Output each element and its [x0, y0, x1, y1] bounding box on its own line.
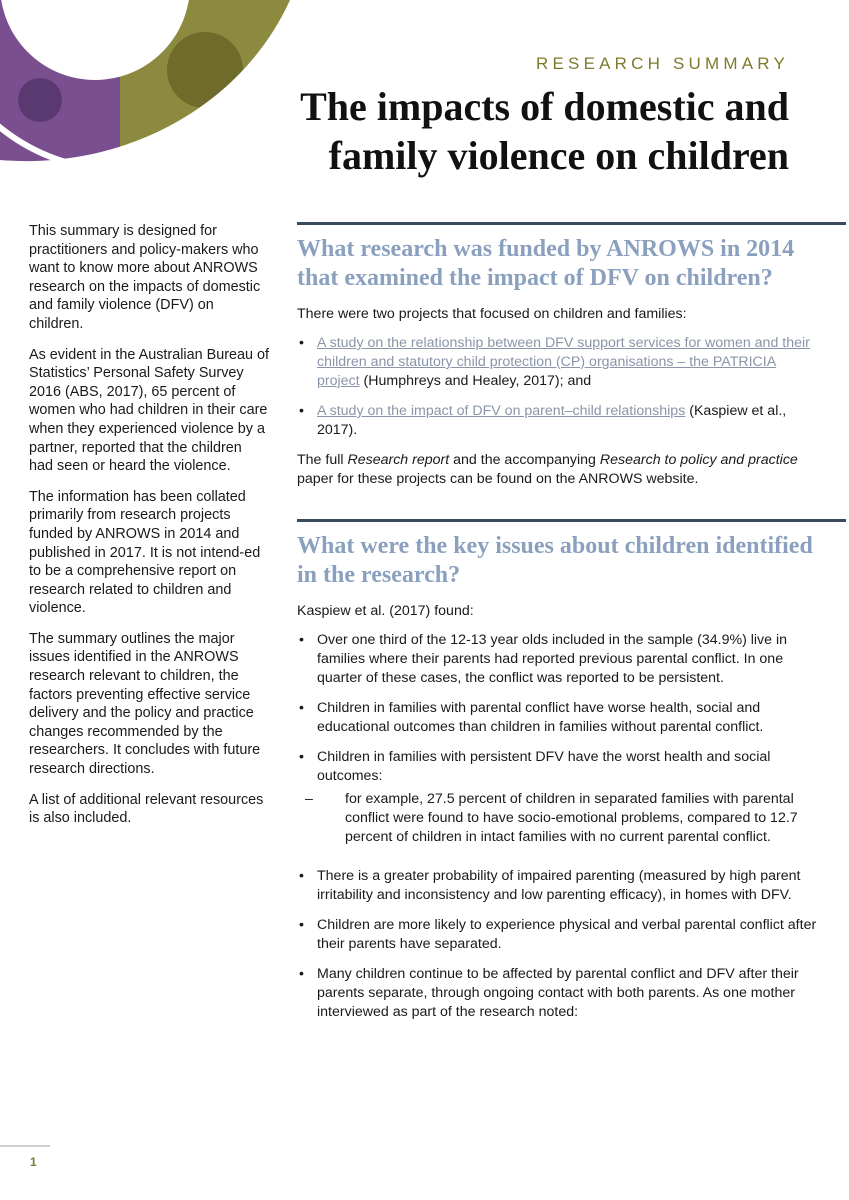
sidebar-paragraph: A list of additional relevant resources is also included.	[29, 791, 264, 827]
citation-text: (Humphreys and Healey, 2017); and	[359, 373, 592, 389]
list-item: • There is a greater probability of impaired parenting (measured by high parent irritability and inconsistency and low parenting efficacy), in homes with DFV.	[297, 867, 817, 905]
list-item: • Over one third of the 12-13 year olds included in the sample (34.9%) live in families where their parents had reported previous parental conflict. In one quarter of these cases, the conflict was reported to be persistent.	[297, 631, 817, 688]
page-number: 1	[30, 1155, 37, 1169]
sidebar-paragraph: The information has been collated primarily from research projects funded by ANROWS in 2014 and published in 2017. It is not intend-ed to be a comprehensive report on research related to children and violence.	[29, 488, 261, 617]
policy-practice-title: Research to policy and practice	[599, 452, 798, 468]
main-content	[297, 222, 817, 1033]
list-item: • Children in families with persistent DFV have the worst health and social outcomes:	[297, 748, 817, 786]
section-divider	[297, 519, 846, 522]
findings-list	[297, 631, 817, 1022]
list-item: • Many children continue to be affected by parental conflict and DFV after their parents separate, through ongoing contact with both parents. As one mother interviewed as part of the research noted:	[297, 965, 817, 1022]
page-title	[229, 82, 789, 180]
section1-outro	[297, 451, 817, 489]
sub-list-item: – for example, 27.5 percent of children in separated families with parental conflict were found to have socio-emotional problems, compared to 12.7 percent of children in intact families with no current parental conflict.	[297, 790, 817, 847]
section-divider	[297, 222, 846, 225]
list-item: • Children in families with parental conflict have worse health, social and educational outcomes than children in families without parental conflict.	[297, 699, 817, 737]
section2-heading: What were the key issues about children identified in the research?	[297, 533, 813, 588]
citation-text: (Kaspiew et al., 2017).	[317, 403, 787, 438]
list-item	[297, 334, 817, 391]
sidebar-paragraph: This summary is designed for practitioners and policy-makers who want to know more about ANROWS research on the impacts of domestic and family violence (DFV) on children.	[29, 223, 261, 332]
sidebar-summary	[29, 222, 269, 840]
text-run: paper for these projects can be found on the ANROWS website.	[297, 471, 699, 487]
list-item	[297, 402, 817, 440]
sidebar-paragraph: The summary outlines the major issues identified in the ANROWS research relevant to children, the factors preventing effective service delivery and the policy and practice changes recommended by the researchers. It concludes with future research directions.	[29, 630, 261, 778]
project-list	[297, 334, 817, 440]
parent-child-study-link[interactable]: A study on the impact of DFV on parent–child relationships	[317, 403, 686, 419]
research-report-title: Research report	[347, 452, 450, 468]
camera-lens-shape	[18, 78, 62, 122]
text-run: The full	[297, 452, 348, 468]
section1-intro: There were two projects that focused on children and families:	[297, 306, 687, 322]
research-summary-label: RESEARCH SUMMARY	[536, 54, 789, 73]
title-line-1: The impacts of domestic and	[300, 84, 789, 129]
footer-rule	[0, 1145, 50, 1147]
patricia-project-link[interactable]: A study on the relationship between DFV support services for women and their children and statutory child protection (CP) organisations – the PATRICIA project	[317, 335, 810, 389]
text-run: and the accompanying	[449, 452, 600, 468]
list-item: • Children are more likely to experience physical and verbal parental conflict after their parents have separated.	[297, 916, 817, 954]
section2-intro: Kaspiew et al. (2017) found:	[297, 603, 474, 619]
section1-heading: What research was funded by ANROWS in 2014 that examined the impact of DFV on children?	[297, 236, 795, 291]
title-line-2: family violence on children	[328, 133, 789, 178]
sidebar-paragraph: As evident in the Australian Bureau of Statistics’ Personal Safety Survey 2016 (ABS, 2017), 65 percent of women who had children in their care when they experienced violence by a partner, reported that the children had seen or heard the violence.	[29, 346, 269, 475]
